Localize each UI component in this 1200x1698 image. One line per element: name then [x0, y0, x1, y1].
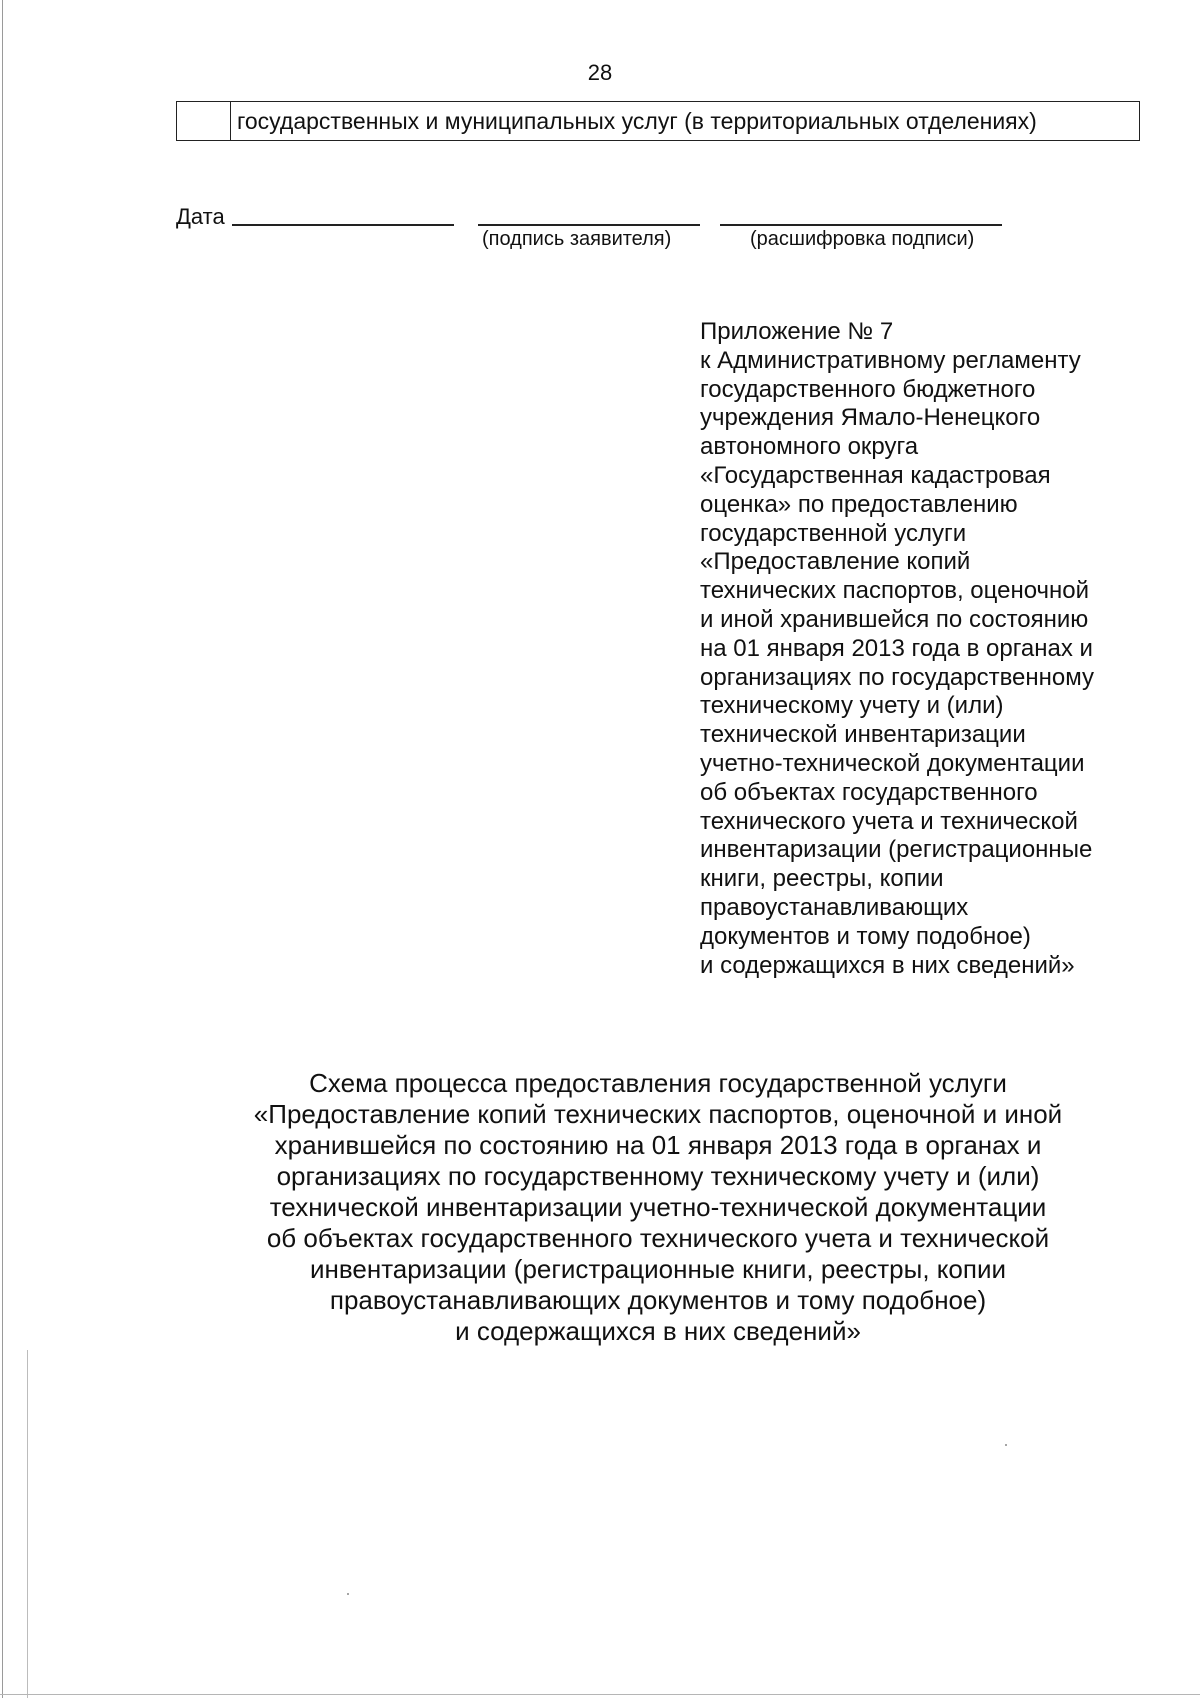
appendix-line: учреждения Ямало-Ненецкого	[700, 404, 1041, 432]
date-line	[232, 224, 454, 226]
scan-edge-inner	[27, 1350, 28, 1698]
appendix-line: государственного бюджетного	[700, 375, 1036, 403]
appendix-line: автономного округа	[700, 433, 919, 461]
signature-transcript-caption: (расшифровка подписи)	[750, 228, 975, 250]
appendix-line: книги, реестры, копии	[700, 865, 944, 893]
date-label: Дата	[176, 204, 225, 229]
appendix-line: технических паспортов, оценочной	[700, 577, 1090, 605]
appendix-block	[700, 318, 1140, 980]
page-number: 28	[587, 60, 613, 85]
scheme-title-line: об объектах государственного технического учета и технической	[266, 1223, 1050, 1253]
applicant-signature-line	[478, 224, 700, 226]
appendix-line: учетно-технической документации	[700, 749, 1085, 777]
scheme-title-line: и содержащихся в них сведений»	[455, 1316, 861, 1346]
signature-transcript-line	[720, 224, 1002, 226]
table-row	[176, 101, 1140, 141]
appendix-line: к Административному регламенту	[700, 346, 1081, 374]
scan-speck	[1005, 1444, 1007, 1446]
appendix-line: технической инвентаризации	[700, 721, 1026, 749]
appendix-line: техническому учету и (или)	[700, 692, 1004, 720]
appendix-line: оценка» по предоставлению	[700, 490, 1018, 518]
appendix-line: «Государственная кадастровая	[700, 461, 1051, 489]
scheme-title-line: инвентаризации (регистрационные книги, реестры, копии	[309, 1254, 1007, 1284]
appendix-line: об объектах государственного	[700, 778, 1038, 806]
scan-speck	[347, 1593, 349, 1595]
scheme-title-line: правоустанавливающих документов и тому подобное)	[329, 1285, 987, 1315]
signature-block	[176, 200, 1076, 260]
scheme-title-line: хранившейся по состоянию на 01 января 2013 года в органах и	[274, 1130, 1042, 1160]
appendix-line: государственной услуги	[700, 519, 967, 547]
applicant-signature-caption: (подпись заявителя)	[482, 228, 672, 250]
appendix-line: и иной хранившейся по состоянию	[700, 605, 1089, 633]
appendix-line: «Предоставление копий	[700, 548, 971, 576]
appendix-line: правоустанавливающих	[700, 893, 969, 921]
appendix-line: и содержащихся в них сведений»	[700, 951, 1075, 979]
scan-edge-left	[2, 0, 3, 1698]
appendix-line: на 01 января 2013 года в органах и	[700, 634, 1093, 662]
scheme-title-line: «Предоставление копий технических паспортов, оценочной и иной	[253, 1099, 1063, 1129]
scheme-title-line: Схема процесса предоставления государственной услуги	[309, 1068, 1007, 1098]
appendix-line: инвентаризации (регистрационные	[700, 836, 1093, 864]
appendix-line: документов и тому подобное)	[700, 922, 1031, 950]
appendix-line: Приложение № 7	[700, 318, 894, 345]
appendix-line: технического учета и технической	[700, 807, 1078, 835]
appendix-line: организациях по государственному	[700, 663, 1095, 691]
table-cell-text: государственных и муниципальных услуг (в территориальных отделениях)	[237, 108, 1037, 134]
scheme-title	[176, 1068, 1140, 1347]
scan-edge-bottom	[0, 1694, 1200, 1695]
table-cell-empty	[177, 102, 231, 140]
scheme-title-line: организациях по государственному техническому учету и (или)	[276, 1161, 1040, 1191]
scheme-title-line: технической инвентаризации учетно-технической документации	[269, 1192, 1047, 1222]
